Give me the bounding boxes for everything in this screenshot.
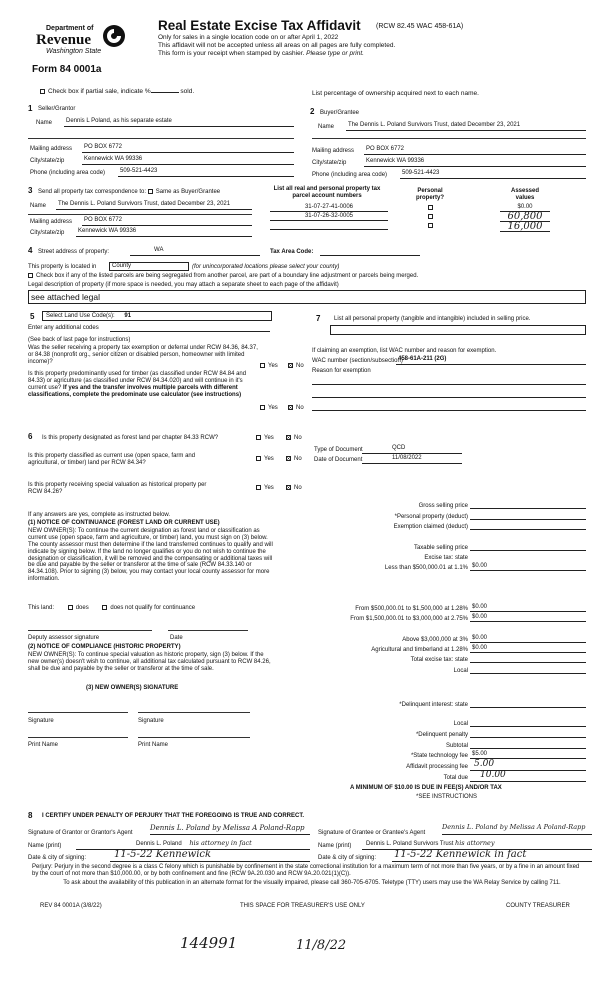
grantee-sig-label: Signature of Grantee or Grantee's Agent bbox=[318, 830, 426, 836]
q-forest-yes[interactable]: Yes bbox=[256, 435, 274, 442]
reason-label: Reason for exemption bbox=[312, 368, 371, 374]
buyer-city-label: City/state/zip bbox=[312, 160, 347, 166]
partial-sale-checkbox[interactable] bbox=[40, 89, 45, 94]
q-current-use-yes[interactable]: Yes bbox=[256, 456, 274, 463]
grantee-name-field[interactable]: Dennis L. Poland Survivors Trust his attorney bbox=[362, 840, 592, 850]
personal-property-label: List all personal property (tangible and intangible) included in selling price. bbox=[334, 316, 531, 322]
street-label: Street address of property: bbox=[38, 249, 110, 255]
header-note2: This affidavit will not be accepted unless all areas on all pages are fully completed. bbox=[158, 42, 396, 49]
seller-phone-field[interactable]: 509-521-4423 bbox=[118, 168, 294, 177]
legal-description-field[interactable]: see attached legal bbox=[28, 290, 586, 304]
tier2-field[interactable]: $0.00 bbox=[470, 604, 586, 612]
q-forest-no[interactable]: No bbox=[286, 435, 302, 442]
buyer-mailing-field[interactable]: PO BOX 6772 bbox=[364, 146, 586, 155]
dor-logo bbox=[28, 22, 126, 62]
section6-number: 6 bbox=[28, 432, 33, 441]
parcel-row-2[interactable]: 31-07-26-32-0005 bbox=[270, 213, 388, 221]
print-name-label-1: Print Name bbox=[28, 742, 59, 748]
tier5-label: Agricultural and timberland at 1.28% bbox=[371, 647, 468, 653]
tier1-label: Less than $500,000.01 at 1.1% bbox=[384, 565, 468, 571]
deputy-date-label: Date bbox=[170, 635, 183, 641]
gross-label: Gross selling price bbox=[418, 503, 468, 509]
buyer-phone-field[interactable]: 509-521-4423 bbox=[400, 170, 586, 179]
same-as-buyer-checkbox[interactable] bbox=[148, 189, 153, 194]
buyer-phone-label: Phone (including area code) bbox=[312, 172, 388, 178]
county-select[interactable]: County bbox=[109, 262, 189, 271]
seller-mailing-field[interactable]: PO BOX 6772 bbox=[82, 144, 294, 153]
tier2-label: From $500,000.01 to $1,500,000 at 1.28% bbox=[355, 606, 468, 612]
q-exemption-yes[interactable]: Yes bbox=[260, 363, 278, 370]
tier4-field[interactable]: $0.00 bbox=[470, 635, 586, 643]
taxable-field[interactable] bbox=[470, 543, 586, 551]
tier5-field[interactable]: $0.00 bbox=[470, 645, 586, 653]
corr-name-label: Name bbox=[30, 203, 47, 209]
rcw-ref: (RCW 82.45 WAC 458-61A) bbox=[376, 23, 464, 30]
street-field[interactable]: WA bbox=[130, 247, 260, 256]
wac-field[interactable]: 458-61A-211 (2G) bbox=[396, 356, 586, 365]
taxable-label: Taxable selling price bbox=[413, 545, 468, 551]
correspondence-heading: Send all property tax correspondence to: Same as Buyer/Grantee bbox=[38, 189, 221, 196]
grantor-signature[interactable]: Dennis L. Poland by Melissa A Poland-Rapp bbox=[150, 824, 310, 835]
see-back: (See back of last page for instructions) bbox=[28, 337, 131, 343]
grantee-signature[interactable]: Dennis L. Poland by Melissa A Poland-Rapp bbox=[442, 824, 592, 835]
total-state-label: Total excise tax: state bbox=[410, 657, 468, 663]
header-note3: This form is your receipt when stamped by cashier. Please type or print. bbox=[158, 50, 364, 57]
q-timber-no[interactable]: No bbox=[288, 405, 304, 412]
grantor-sig-label: Signature of Grantor or Grantor's Agent bbox=[28, 830, 133, 836]
grantee-name-label: Name (print) bbox=[318, 843, 352, 849]
county-treasurer: COUNTY TREASURER bbox=[506, 903, 570, 909]
delinquent-state-field[interactable] bbox=[470, 700, 586, 708]
reason-field-3[interactable] bbox=[312, 402, 586, 411]
corr-city-label: City/state/zip bbox=[30, 230, 65, 236]
page-title: Real Estate Excise Tax Affidavit bbox=[158, 18, 361, 33]
section2-number: 2 bbox=[310, 107, 315, 116]
treasurer-space: THIS SPACE FOR TREASURER'S USE ONLY bbox=[240, 903, 365, 909]
local2-label: Local bbox=[453, 721, 468, 727]
tier3-field[interactable]: $0.00 bbox=[470, 614, 586, 622]
tech-fee-label: *State technology fee bbox=[410, 753, 468, 759]
delinquent-penalty-field[interactable] bbox=[470, 730, 586, 738]
handwritten-number: 144991 bbox=[180, 934, 238, 952]
seller-city-label: City/state/zip bbox=[30, 158, 65, 164]
buyer-city-field[interactable]: Kennewick WA 99336 bbox=[364, 158, 586, 167]
corr-mailing-label: Mailing address bbox=[30, 219, 73, 225]
doc-type-field[interactable]: QCD bbox=[362, 445, 462, 454]
personal-checkbox-3[interactable] bbox=[428, 223, 436, 230]
q-timber: Is this property predominantly used for timber (as classified under RCW 84.84 and 84.33) or agriculture (as classified under RCW 84.34.020) and will continue in it's current use? If yes and the transfer involves multiple parcels with different classifications, complete the predominate use calculator (see instructions) bbox=[28, 371, 247, 398]
personal-deduct-field[interactable] bbox=[470, 512, 586, 520]
buyer-name-label: Name bbox=[318, 124, 335, 130]
assessed-value-2[interactable]: 60,800 bbox=[500, 211, 550, 222]
additional-codes-label: Enter any additional codes bbox=[28, 325, 99, 331]
doc-date-field[interactable]: 11/08/2022 bbox=[362, 455, 462, 464]
buyer-heading: Buyer/Grantee bbox=[320, 110, 360, 116]
q-historic-yes[interactable]: Yes bbox=[256, 485, 274, 492]
dor-swirl-icon bbox=[102, 24, 126, 48]
if-any-yes: If any answers are yes, complete as instructed below. bbox=[28, 512, 171, 518]
doc-type-label: Type of Document bbox=[314, 447, 363, 453]
tax-area-label: Tax Area Code: bbox=[270, 249, 314, 255]
personal-checkbox-1[interactable] bbox=[428, 205, 436, 212]
tax-area-field[interactable] bbox=[320, 247, 420, 256]
delinquent-state-label: *Delinquent interest: state bbox=[399, 702, 468, 708]
land-use-select[interactable]: Select Land Use Code(s): 91 bbox=[42, 311, 272, 321]
local-field[interactable] bbox=[470, 666, 586, 674]
grantor-date-label: Date & city of signing: bbox=[28, 855, 87, 861]
notice3-title: (3) NEW OWNER(S) SIGNATURE bbox=[86, 685, 179, 691]
q-historic: Is this property receiving special valuation as historical property per RCW 84.26? bbox=[28, 482, 207, 495]
signature-label-2: Signature bbox=[138, 718, 164, 724]
assessed-heading: Assessed values bbox=[510, 188, 540, 201]
gross-field[interactable] bbox=[470, 501, 586, 509]
rev-number: REV 84 0001A (3/8/22) bbox=[40, 903, 102, 909]
personal-heading: Personal property? bbox=[415, 188, 444, 201]
assessed-value-3[interactable]: 16,000 bbox=[500, 221, 550, 232]
parcel-row-1[interactable]: 31-07-27-41-0006 bbox=[270, 204, 388, 212]
reason-field[interactable] bbox=[312, 376, 586, 385]
perjury-text: Perjury: Perjury in the second degree is a class C felony which is punishable by confinement in the state correctional institution for a maximum term of not more than five years, or by a fine in an amount fixed by the court of not more than $10,000.00, or by both confinement and fine (RCW 9A.20.030 and RCW 9A.20.021(1)(C)). bbox=[32, 864, 580, 877]
q-historic-no[interactable]: No bbox=[286, 485, 302, 492]
does-checkbox[interactable] bbox=[68, 605, 73, 610]
notice1-body: NEW OWNER(S): To continue the current designation as forest land or classification as current use (open space, farm and agriculture, or timber) land, you must sign on (3) below. The county assessor must then determine if the land transferred continues to qualify and will indicate by signing below. If the land no longer qualifies or you do not wish to continue the designation or classification, it will be removed and the compensating or additional taxes will be due and payable by the seller or transferor at the time of sale (RCW 84.33.140 or 84.34.108). Prior to signing (3) below, you may contact your local county assessor for more information. bbox=[28, 528, 273, 583]
tech-fee-field[interactable]: $5.00 bbox=[470, 751, 586, 759]
notice2-body: NEW OWNER(S): To continue special valuation as historic property, sign (3) below. If the new owner(s) doesn't wish to continue, all additional tax calculated pursuant to RCW 84.26, shall be due and payable by the seller or transferor at the time of sale. bbox=[28, 652, 271, 672]
segregated-checkbox[interactable] bbox=[28, 273, 33, 278]
affidavit-fee-label: Affidavit processing fee bbox=[406, 764, 468, 770]
section3-number: 3 bbox=[28, 186, 33, 195]
header-note1: Only for sales in a single location code on or after April 1, 2022 bbox=[158, 34, 339, 41]
grantor-name-label: Name (print) bbox=[28, 843, 62, 849]
dept-line3: Washington State bbox=[46, 48, 102, 55]
total-due-field[interactable]: 10.00 bbox=[470, 770, 586, 782]
section8-number: 8 bbox=[28, 811, 33, 820]
q-forest: Is this property designated as forest land per chapter 84.33 RCW? bbox=[42, 435, 219, 441]
section7-number: 7 bbox=[316, 314, 321, 323]
deputy-label: Deputy assessor signature bbox=[28, 635, 100, 641]
corr-mailing-field[interactable]: PO BOX 6772 bbox=[82, 217, 252, 226]
total-state-field[interactable] bbox=[470, 655, 586, 663]
excise-state-label: Excise tax: state bbox=[424, 555, 468, 561]
notice2-title: (2) NOTICE OF COMPLIANCE (HISTORIC PROPERTY) bbox=[28, 644, 181, 650]
q-current-use: Is this property classified as current use (open space, farm and agricultural, or timber) land per RCW 84.34? bbox=[28, 453, 196, 466]
total-due-label: Total due bbox=[443, 775, 468, 781]
partial-sale-row: Check box if partial sale, indicate % sold. bbox=[40, 88, 194, 95]
seller-heading: Seller/Grantor bbox=[38, 106, 76, 112]
tier3-label: From $1,500,000.01 to $3,000,000 at 2.75% bbox=[350, 616, 468, 622]
q-exemption: Was the seller receiving a property tax exemption or deferral under RCW 84.36, 84.37, or 84.38 (nonprofit org., senior citizen or disabled person, homeowner with limited income)? bbox=[28, 345, 258, 365]
personal-deduct-label: *Personal property (deduct) bbox=[394, 514, 468, 520]
corr-city-field[interactable]: Kennewick WA 99336 bbox=[76, 228, 252, 237]
grantor-name-field[interactable]: Dennis L. Poland his attorney in fact bbox=[76, 840, 310, 850]
local2-field[interactable] bbox=[470, 719, 586, 727]
handwritten-date: 11/8/22 bbox=[296, 938, 347, 953]
corr-name-field[interactable]: The Dennis L. Poland Survivors Trust, dated December 23, 2021 bbox=[56, 201, 252, 210]
section5-number: 5 bbox=[30, 312, 35, 321]
buyer-mailing-label: Mailing address bbox=[312, 148, 355, 154]
personal-checkbox-2[interactable] bbox=[428, 214, 436, 221]
assessed-value-1[interactable]: $0.00 bbox=[500, 204, 550, 212]
q-current-use-no[interactable]: No bbox=[286, 456, 302, 463]
subtotal-field[interactable] bbox=[470, 741, 586, 749]
doc-date-label: Date of Document bbox=[314, 457, 363, 463]
q-exemption-no[interactable]: No bbox=[288, 363, 304, 370]
dept-line1: Department of bbox=[46, 25, 94, 32]
grantee-date-field[interactable]: 11-5-22 Kennewick in fact bbox=[392, 849, 592, 862]
print-name-label-2: Print Name bbox=[138, 742, 169, 748]
located-note: (for unincorporated locations please select your county) bbox=[192, 264, 340, 270]
grantor-date-field[interactable]: 11-5-22 Kennewick bbox=[110, 849, 310, 862]
see-instructions: *SEE INSTRUCTIONS bbox=[416, 794, 478, 800]
seller-mailing-label: Mailing address bbox=[30, 146, 73, 152]
form-number: Form 84 0001a bbox=[32, 64, 102, 75]
tier4-label: Above $3,000,000 at 3% bbox=[402, 637, 468, 643]
seller-phone-label: Phone (including area code) bbox=[30, 170, 106, 176]
section1-number: 1 bbox=[28, 104, 33, 113]
does-not-checkbox[interactable] bbox=[102, 605, 107, 610]
subtotal-label: Subtotal bbox=[445, 743, 468, 749]
segregated-row: Check box if any of the listed parcels are being segregated from another parcel, are part of a boundary line adjustment or parcels being merged. bbox=[28, 273, 418, 280]
minimum-note: A MINIMUM OF $10.00 IS DUE IN FEE(S) AND/OR TAX bbox=[350, 785, 502, 791]
wac-label: WAC number (section/subsection) bbox=[312, 358, 403, 364]
affidavit-fee-field[interactable]: 5.00 bbox=[470, 759, 586, 771]
buyer-name-field[interactable]: The Dennis L. Poland Survivors Trust, dated December 23, 2021 bbox=[346, 122, 586, 131]
notice1-title: (1) NOTICE OF CONTINUANCE (FOREST LAND OR CURRENT USE) bbox=[28, 520, 220, 526]
certify-text: I CERTIFY UNDER PENALTY OF PERJURY THAT THE FOREGOING IS TRUE AND CORRECT. bbox=[42, 813, 305, 819]
seller-name-field[interactable]: Dennis L Poland, as his separate estate bbox=[64, 118, 294, 127]
personal-property-field[interactable] bbox=[330, 325, 586, 335]
parcel-heading: List all real and personal property tax parcel account numbers bbox=[273, 186, 381, 199]
availability-text: To ask about the availability of this publication in an alternate format for the visually impaired, please call 360-705-6705. Teletype (TTY) users may use the WA Relay Service by calling 711. bbox=[63, 880, 561, 886]
ownership-note: List percentage of ownership acquired next to each name. bbox=[312, 90, 479, 97]
dept-line2: Revenue bbox=[36, 32, 91, 48]
reason-field-2[interactable] bbox=[312, 389, 586, 398]
grantee-date-label: Date & city of signing: bbox=[318, 855, 377, 861]
additional-codes-field[interactable] bbox=[110, 323, 270, 332]
local-label: Local bbox=[453, 668, 468, 674]
exemption-deduct-label: Exemption claimed (deduct) bbox=[393, 524, 468, 530]
exemption-deduct-field[interactable] bbox=[470, 522, 586, 530]
tier1-field[interactable]: $0.00 bbox=[470, 563, 586, 571]
q-timber-yes[interactable]: Yes bbox=[260, 405, 278, 412]
section4-number: 4 bbox=[28, 246, 33, 255]
seller-city-field[interactable]: Kennewick WA 99336 bbox=[82, 156, 294, 165]
located-label: This property is located in bbox=[28, 264, 97, 270]
this-land-row: This land: does does not qualify for continuance bbox=[28, 605, 196, 612]
parcel-row-3[interactable] bbox=[270, 222, 388, 230]
delinquent-penalty-label: *Delinquent penalty bbox=[415, 732, 468, 738]
signature-label-1: Signature bbox=[28, 718, 54, 724]
exemption-intro: If claiming an exemption, list WAC number and reason for exemption. bbox=[312, 348, 497, 354]
legal-label: Legal description of property (if more space is needed, you may attach a separate sheet to each page of the affidavit) bbox=[28, 282, 339, 288]
seller-name-label: Name bbox=[36, 120, 53, 126]
